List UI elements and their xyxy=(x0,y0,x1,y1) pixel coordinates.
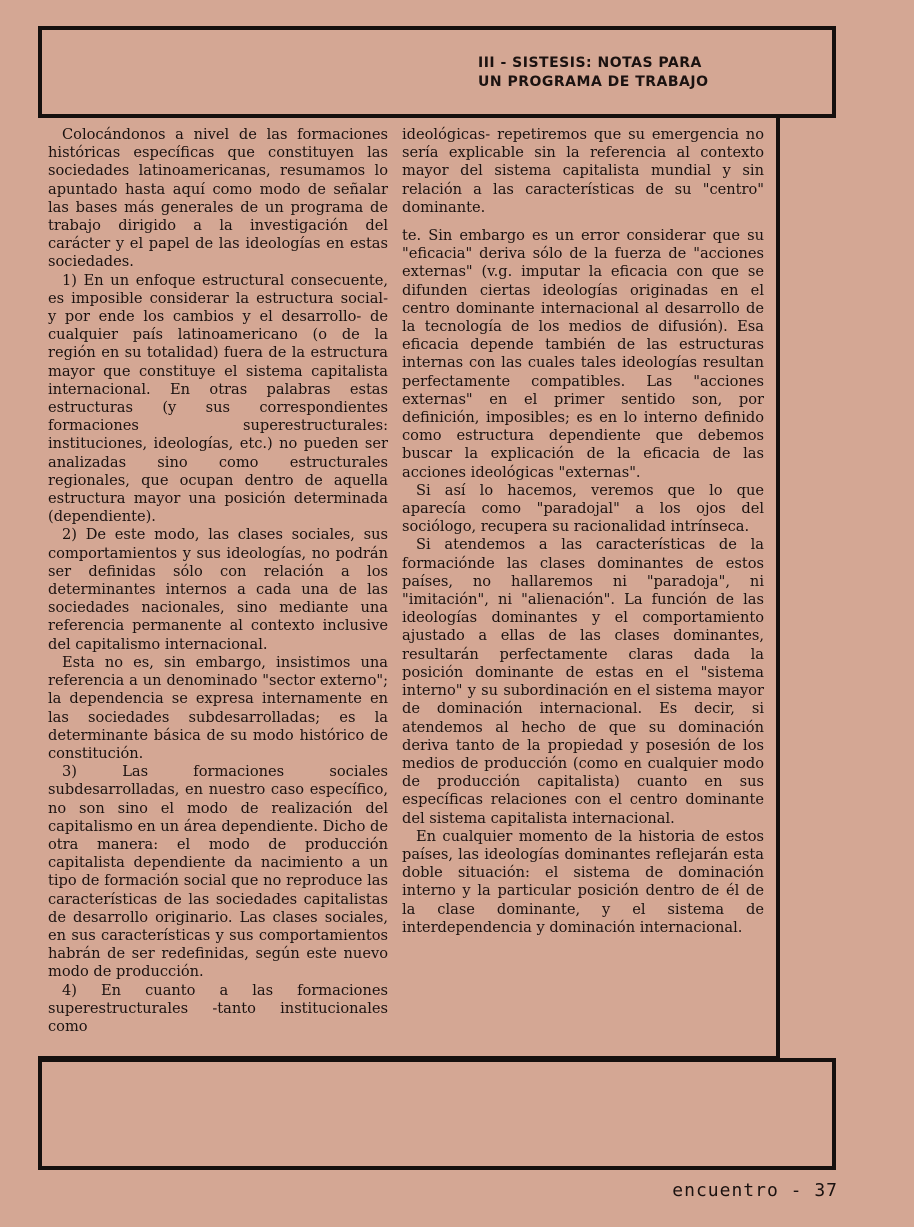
paragraph: En cualquier momento de la historia de estos países, las ideologías dominantes reflejarán esta doble situación: el sistema de dominación interno y la particular posición dentro de él de la clase dominante, y el sistema de interdependencia y dominación internacional. xyxy=(402,827,764,936)
paragraph: 1) En un enfoque estructural consecuente, es imposible considerar la estructura social- y por ende los cambios y el desarrollo- de cualquier país latinoamericano (o de la región en su totalidad) fuera de la estructura mayor que constituye el sistema capitalista internacional. En otras palabras estas estructuras (y sus correspondientes formaciones superestructurales: instituciones, ideologías, etc.) no pueden ser analizadas sino como estructurales regionales, que ocupan dentro de aquella estructura mayor una posición determinada (dependiente). xyxy=(48,271,388,526)
paragraph: ideológicas- repetiremos que su emergencia no sería explicable sin la referencia al contexto mayor del sistema capitalista mundial y sin relación a las características de su "centro" dominante. xyxy=(402,126,764,216)
section-heading-line-2: UN PROGRAMA DE TRABAJO xyxy=(478,74,709,90)
paragraph: 2) De este modo, las clases sociales, sus comportamientos y sus ideologías, no podrán ser definidas sólo con relación a los determinantes internos a cada una de las sociedades nacionales, sino mediante una referencia permanente al contexto inclusive del capitalismo internacional. xyxy=(48,526,388,653)
left-column xyxy=(48,126,388,1036)
right-column xyxy=(402,126,764,937)
section-heading xyxy=(478,54,778,92)
paragraph: te. Sin embargo es un error considerar que su "eficacia" deriva sólo de la fuerza de "acciones externas" (v.g. imputar la eficacia con que se difunden ciertas ideologías originadas en el centro dominante internacional al desarrollo de la tecnología de los medios de difusión). Esa eficacia depende también de las estructuras internas con las cuales tales ideologías resultan perfectamente compatibles. Las "acciones externas" en el primer sentido son, por definición, imposibles; es en lo interno definido como estructura dependiente que debemos buscar la explicación de la eficacia de las acciones ideológicas "externas". xyxy=(402,227,764,481)
paragraph: Si atendemos a las características de la formacióndе las clases dominantes de estos países, no hallaremos ni "paradoja", ni "imitación", ni "alienación". La función de las ideologías dominantes y el comportamiento ajustado a ellas de las clases dominantes, resultarán perfectamente claras dada la posición dominante de estas en el "sistema interno" y su subordinación en el sistema mayor de dominación internacional. Es decir, si atendemos al hecho de que su dominación deriva tanto de la propiedad y posesión de los medios de producción (como en cualquier modo de producción capitalista) cuanto en sus específicas relaciones con el centro dominante del sistema capitalista internacional. xyxy=(402,536,764,827)
paragraph: 4) En cuanto a las formaciones superestructurales -tanto institucionales como xyxy=(48,981,388,1035)
paragraph: Esta no es, sin embargo, insistimos una referencia a un denominado "sector externo"; la dependencia se expresa internamente en las sociedades subdesarrolladas; es la determinante básica de su modo histórico de constitución. xyxy=(48,653,388,762)
section-heading-line-1: III - SISTESIS: NOTAS PARA xyxy=(478,55,702,71)
paragraph: Si así lo hacemos, veremos que lo que aparecía como "paradojal" a los ojos del sociólogo, recupera su racionalidad intrínseca. xyxy=(402,481,764,536)
paragraph: Colocándonos a nivel de las formaciones históricas específicas que constituyen las sociedades latinoamericanas, resumamos lo apuntado hasta aquí como modo de señalar las bases más generales de un programa de trabajo dirigido a la investigación del carácter y el papel de las ideologías en estas sociedades. xyxy=(48,126,388,271)
bottom-frame xyxy=(38,1058,836,1170)
page-number: encuentro - 37 xyxy=(672,1180,838,1201)
paragraph: 3) Las formaciones sociales subdesarrolladas, en nuestro caso específico, no son sino el modo de realización del capitalismo en un área dependiente. Dicho de otra manera: el modo de producción capitalista dependiente da nacimiento a un tipo de formación social que no reproduce las características de las sociedades capitalistas de desarrollo originario. Las clases sociales, en sus características y sus comportamientos habrán de ser redefinidas, según este nuevo modo de producción. xyxy=(48,763,388,981)
